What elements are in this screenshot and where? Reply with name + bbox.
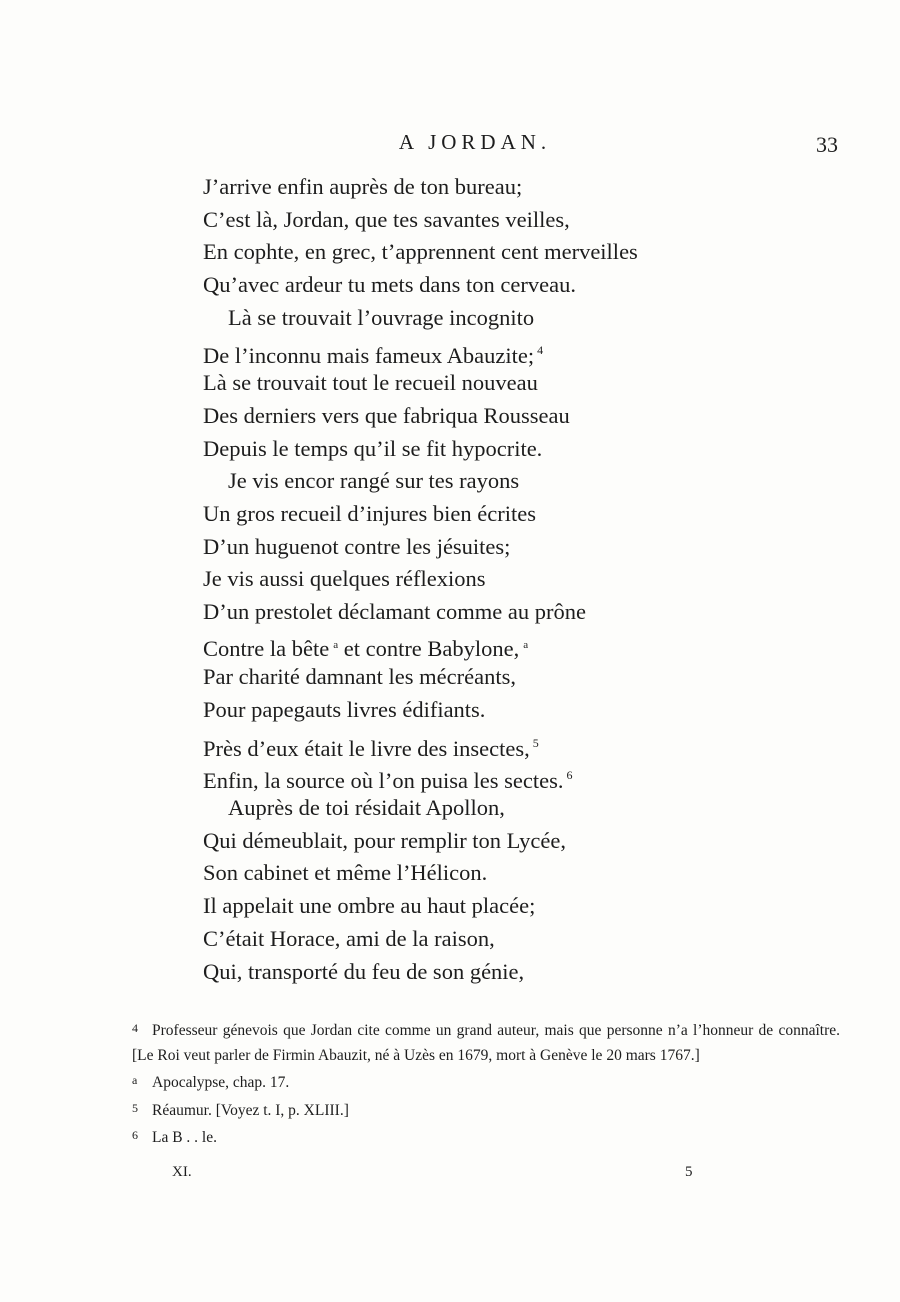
poem-line: [203, 825, 803, 858]
poem-line: [203, 400, 803, 433]
footnote-text: Professeur génevois que Jordan cite comme un grand auteur, mais que personne n’a l’honneur de connaître. [Le Roi veut parler de Firmin Abauzit, né à Uzès en 1679, mort à Genève le 20 mars 1767.]: [132, 1022, 840, 1064]
signature-mark: XI.: [172, 1164, 192, 1180]
poem-line: [203, 204, 803, 237]
footnote: [132, 1016, 840, 1068]
footnote-mark: 5: [132, 1100, 138, 1115]
poem-line-text: Pour papegauts livres édifiants.: [203, 697, 486, 722]
poem-line-text: Je vis aussi quelques réflexions: [203, 566, 486, 592]
footnotes: [132, 1016, 840, 1151]
footnote: [132, 1068, 840, 1096]
poem-line-text: Qui démeublait, pour remplir ton Lycée,: [203, 827, 567, 853]
poem-line: [203, 465, 803, 498]
poem-line-text: Depuis le temps qu’il se fit hypocrite.: [203, 435, 543, 461]
poem-line-text: En cophte, en grec, t’apprennent cent merveilles: [203, 239, 638, 265]
poem-line-text: Qui, transporté du feu de son génie,: [203, 958, 525, 984]
poem-line: [203, 890, 803, 923]
poem-line: [203, 236, 803, 269]
poem-line: [203, 727, 803, 760]
poem-line: [203, 171, 803, 204]
footnote-text: Apocalypse, chap. 17.: [152, 1074, 290, 1091]
poem-line-text: Contre la bête: [203, 635, 330, 661]
poem-line: [203, 923, 803, 956]
poem-line-text: Des derniers vers que fabriqua Rousseau: [203, 402, 570, 428]
poem-line-text: Qu’avec ardeur tu mets dans ton cerveau.: [203, 272, 576, 298]
poem-line: [203, 563, 803, 596]
footnote: [132, 1123, 840, 1151]
poem-line-text: Son cabinet et même l’Hélicon.: [203, 860, 488, 886]
poem: [203, 171, 803, 988]
footnote-reference: 6: [566, 768, 573, 783]
poem-line-text: Il appelait une ombre au haut placée;: [203, 893, 536, 919]
poem-line: [203, 694, 803, 727]
poem-line-text: Enfin, la source où l’on puisa les sectes.: [203, 768, 564, 794]
poem-line: [203, 857, 803, 890]
poem-line-text: C’était Horace, ami de la raison,: [203, 925, 495, 951]
footnote-text: La B . . le.: [152, 1129, 217, 1146]
poem-line: [203, 433, 803, 466]
poem-line-text: Là se trouvait l’ouvrage incognito: [228, 304, 535, 330]
poem-line-text: Là se trouvait tout le recueil nouveau: [203, 370, 538, 396]
poem-line: [203, 956, 803, 989]
poem-line-text: De l’inconnu mais fameux Abauzite;: [203, 343, 535, 369]
poem-line-text: Près d’eux était le livre des insectes,: [203, 735, 530, 761]
poem-line-text: Un gros recueil d’injures bien écrites: [203, 500, 537, 526]
footnote: [132, 1096, 840, 1124]
poem-line: [203, 498, 803, 531]
running-title: A JORDAN.: [398, 130, 552, 154]
poem-line: [203, 302, 803, 335]
footnote-text: Réaumur. [Voyez t. I, p. XLIII.]: [152, 1101, 349, 1119]
poem-line: [203, 596, 803, 629]
poem-line: [203, 334, 803, 367]
poem-line: [203, 629, 803, 662]
running-head: [0, 130, 900, 160]
poem-line-text: et contre Babylone,: [338, 635, 520, 661]
footnote-mark: 6: [132, 1128, 138, 1142]
poem-line: [203, 759, 803, 792]
poem-line-text: Auprès de toi résidait Apollon,: [228, 795, 505, 821]
poem-line-text: C’est là, Jordan, que tes savantes veilles,: [203, 206, 570, 232]
poem-line-text: D’un prestolet déclamant comme au prône: [203, 598, 586, 624]
poem-line: [203, 661, 803, 694]
footnote-mark: 4: [132, 1021, 138, 1035]
poem-line-text: D’un huguenot contre les jésuites;: [203, 533, 511, 559]
poem-line: [203, 269, 803, 302]
footnote-reference: 5: [532, 735, 539, 750]
footnote-reference: 4: [537, 343, 544, 358]
note-call: a: [333, 638, 339, 651]
poem-line-text: Je vis encor rangé sur tes rayons: [228, 468, 520, 494]
page-number: 33: [816, 132, 838, 157]
poem-line: [203, 531, 803, 564]
footnote-mark: a: [132, 1073, 138, 1087]
poem-line: [203, 367, 803, 400]
note-call: a: [523, 638, 529, 651]
poem-line-text: J’arrive enfin auprès de ton bureau;: [203, 174, 523, 199]
poem-line: [203, 792, 803, 825]
poem-line-text: Par charité damnant les mécréants,: [203, 664, 516, 690]
sheet-number: 5: [685, 1164, 693, 1180]
